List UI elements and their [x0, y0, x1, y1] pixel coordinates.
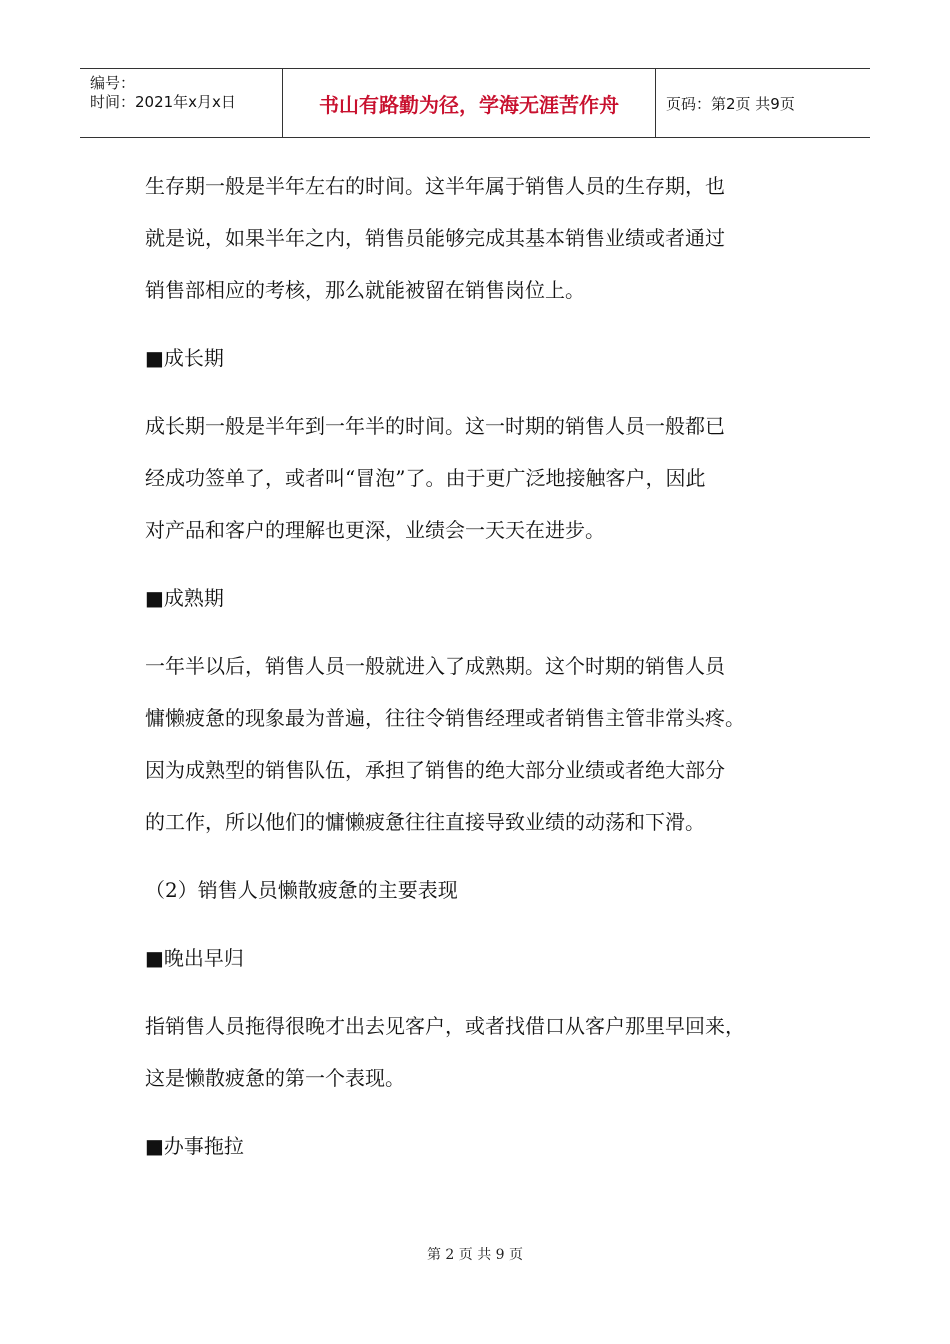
- header-motto: 书山有路勤为径，学海无涯苦作舟: [319, 92, 619, 117]
- document-number-label: 编号：: [90, 74, 136, 92]
- heading-lazy-symptoms: （2）销售人员懒散疲惫的主要表现: [145, 878, 458, 902]
- document-body: [145, 160, 825, 1188]
- paragraph-growth-period: 成长期一般是半年到一年半的时间。这一时期的销售人员一般都已 经成功签单了，或者叫“冒泡”了。由于更广泛地接触客户，因此 对产品和客户的理解也更深，业绩会一天天在进步。: [145, 414, 725, 542]
- document-header: [80, 68, 870, 138]
- header-page-number: 页码：第2页 共9页: [666, 94, 795, 113]
- heading-growth-period: ■成长期: [145, 346, 224, 370]
- page-footer: 第 2 页 共 9 页: [426, 1247, 524, 1263]
- header-motto-cell: [282, 69, 656, 137]
- paragraph-late-out-early-back: 指销售人员拖得很晚才出去见客户，或者找借口从客户那里早回来， 这是懒散疲惫的第一个表现。: [145, 1014, 745, 1090]
- header-page-cell: [656, 69, 870, 137]
- header-meta-cell: [80, 69, 282, 137]
- heading-mature-period: ■成熟期: [145, 586, 224, 610]
- document-time-label: 时间：2021年x月x日: [90, 93, 236, 111]
- paragraph-mature-period: 一年半以后，销售人员一般就进入了成熟期。这个时期的销售人员 慵懒疲惫的现象最为普遍，往往令销售经理或者销售主管非常头疼。 因为成熟型的销售队伍，承担了销售的绝大部分业绩或者绝大部分 的工作，所以他们的慵懒疲惫往往直接导致业绩的动荡和下滑。: [145, 654, 745, 834]
- heading-procrastination: ■办事拖拉: [145, 1134, 244, 1158]
- heading-late-out-early-back: ■晚出早归: [145, 946, 244, 970]
- paragraph-survival-period: 生存期一般是半年左右的时间。这半年属于销售人员的生存期，也 就是说，如果半年之内，销售员能够完成其基本销售业绩或者通过 销售部相应的考核，那么就能被留在销售岗位上。: [145, 174, 725, 302]
